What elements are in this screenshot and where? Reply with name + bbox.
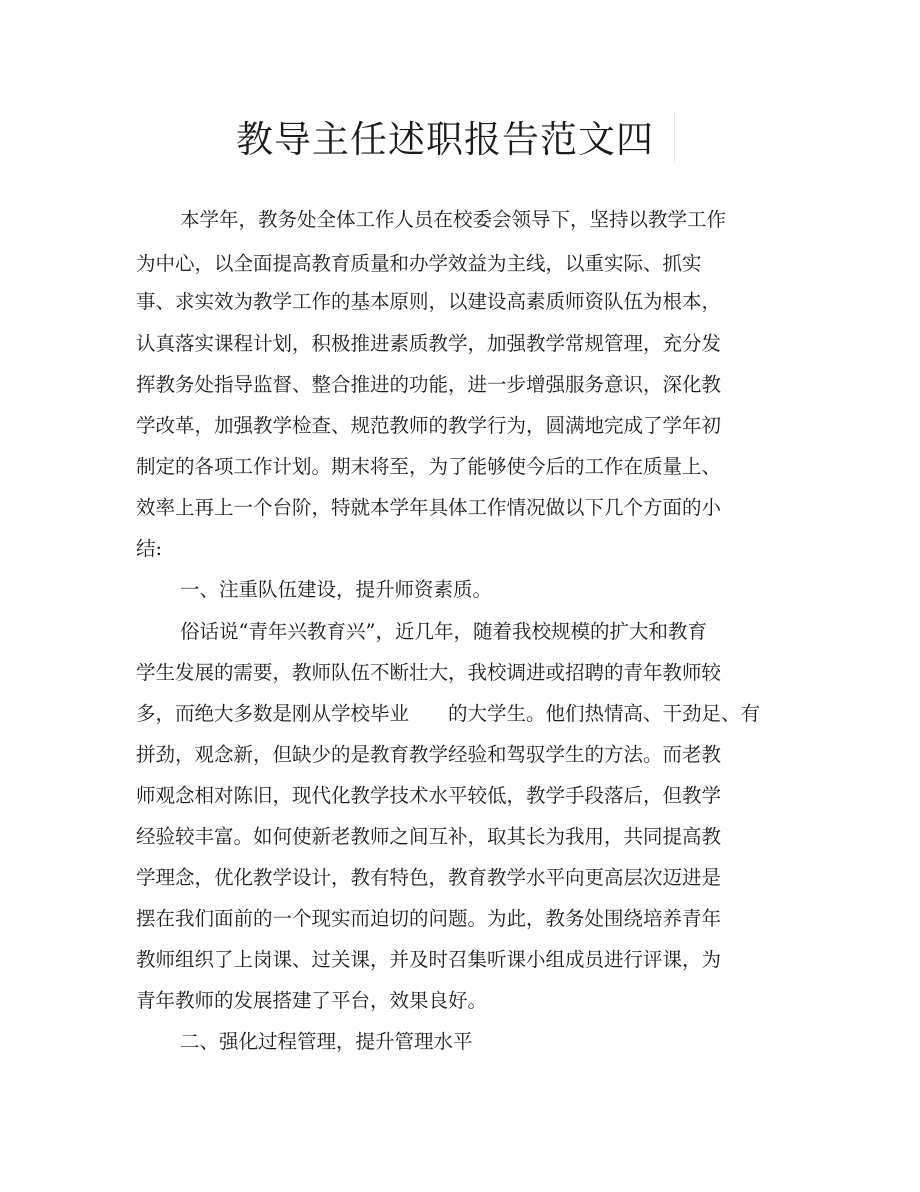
paragraph-2-line-10: 青年教师的发展搭建了平台，效果良好。	[136, 989, 488, 1012]
paragraph-2-line-8: 摆在我们面前的一个现实而迫切的问题。为此，教务处围绕培养青年	[136, 907, 722, 930]
paragraph-1-line-5: 挥教务处指导监督、整合推进的功能，进一步增强服务意识，深化教	[136, 373, 722, 396]
paragraph-2-line-7: 学理念，优化教学设计，教有特色，教育教学水平向更高层次迈进是	[136, 866, 722, 889]
paragraph-2-line-2: 学生发展的需要，教师队伍不断壮大，我校调进或招聘的青年教师较	[136, 661, 722, 684]
paragraph-2-line-4: 拼劲，观念新，但缺少的是教育教学经验和驾驭学生的方法。而老教	[136, 743, 722, 766]
document-title: 教导主任述职报告范文四	[236, 118, 654, 161]
paragraph-1-line-8: 效率上再上一个台阶，特就本学年具体工作情况做以下几个方面的小	[136, 496, 722, 519]
paragraph-2-line-9: 教师组织了上岗课、过关课，并及时召集听课小组成员进行评课，为	[136, 948, 722, 971]
section-1-heading: 一、注重队伍建设，提升师资素质。	[180, 578, 493, 601]
paragraph-1-line-4: 认真落实课程计划，积极推进素质教学，加强教学常规管理，充分发	[136, 332, 722, 355]
paragraph-1-line-9: 结:	[136, 537, 163, 560]
paragraph-2-line-5: 师观念相对陈旧，现代化教学技术水平较低，教学手段落后，但教学	[136, 784, 722, 807]
paragraph-1-line-1: 本学年，教务处全体工作人员在校委会领导下，坚持以教学工作	[180, 208, 727, 231]
paragraph-1-line-6: 学改革，加强教学检查、规范教师的教学行为，圆满地完成了学年初	[136, 414, 722, 437]
paragraph-2-line-1: 俗话说“青年兴教育兴”，近几年，随着我校规模的扩大和教育	[180, 620, 707, 643]
paragraph-2-line-3: 多，而绝大多数是刚从学校毕业 的大学生。他们热情高、干劲足、有	[136, 702, 761, 725]
paragraph-2-line-6: 经验较丰富。如何使新老教师之间互补，取其长为我用，共同提高教	[136, 825, 722, 848]
paragraph-1-line-2: 为中心，以全面提高教育质量和办学效益为主线，以重实际、抓实	[136, 252, 702, 275]
title-divider	[674, 112, 675, 162]
paragraph-1-line-3: 事、求实效为教学工作的基本原则，以建设高素质师资队伍为根本，	[136, 290, 722, 313]
paragraph-1-line-7: 制定的各项工作计划。期末将至，为了能够使今后的工作在质量上、	[136, 455, 722, 478]
section-2-heading: 二、强化过程管理，提升管理水平	[180, 1030, 473, 1053]
